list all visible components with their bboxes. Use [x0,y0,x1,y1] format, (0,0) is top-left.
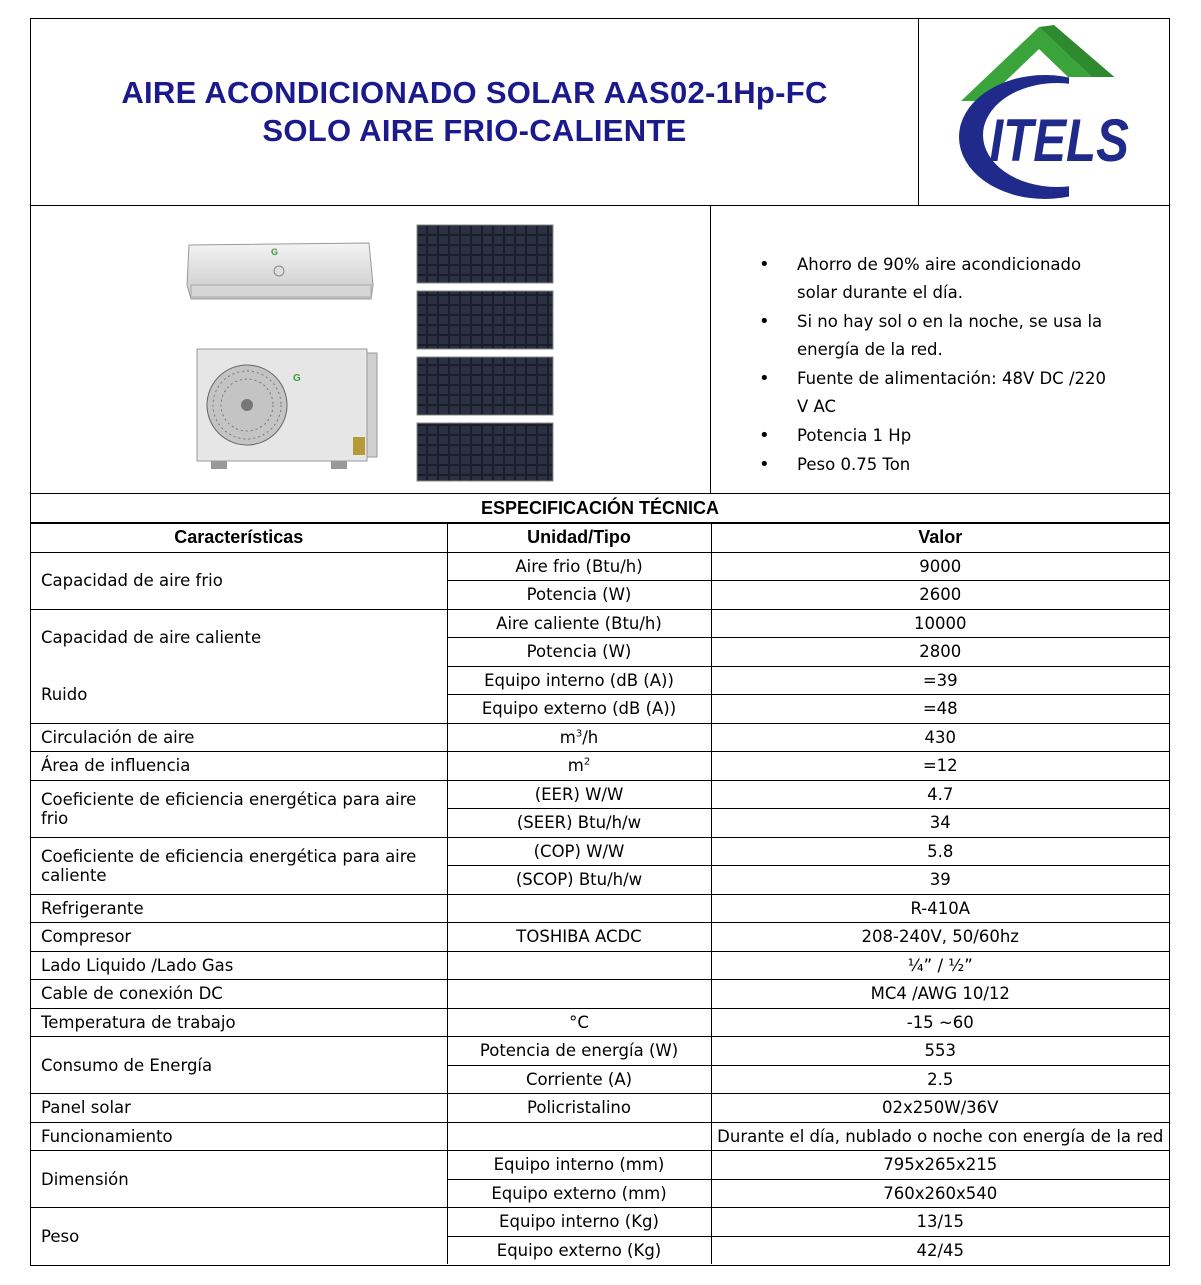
row-value: 13/15 [711,1208,1169,1237]
page-title [31,19,919,205]
product-image [31,205,711,493]
row-label: Panel solar [31,1094,447,1123]
indoor-unit-image [187,243,373,299]
row-unit: Equipo interno (dB (A)) [447,666,711,695]
logo-text: ITELS [989,106,1129,175]
row-unit: Policristalino [447,1094,711,1123]
solar-panels-image [417,225,553,481]
feature-item: • Peso 0.75 Ton [759,451,1119,479]
row-label: Refrigerante [31,894,447,923]
row-value: =12 [711,752,1169,781]
table-row [31,752,1169,781]
table-row [31,1037,1169,1066]
itels-logo [919,19,1169,205]
header-value: Valor [711,524,1169,553]
svg-text:G: G [271,247,279,257]
row-value: MC4 /AWG 10/12 [711,980,1169,1009]
row-value: =39 [711,666,1169,695]
table-row [31,1122,1169,1151]
row-value: 5.8 [711,837,1169,866]
product-section [31,205,1169,494]
row-value: -15 ~60 [711,1008,1169,1037]
row-unit: Equipo externo (Kg) [447,1236,711,1264]
row-unit: Corriente (A) [447,1065,711,1094]
header-unit: Unidad/Tipo [447,524,711,553]
row-label: Capacidad de aire caliente [31,609,447,666]
svg-text:G: G [293,373,301,384]
features-list [759,251,1119,480]
header-characteristics: Características [31,524,447,553]
row-unit: TOSHIBA ACDC [447,923,711,952]
table-row [31,1094,1169,1123]
row-label: Funcionamiento [31,1122,447,1151]
row-label: Coeficiente de eficiencia energética para aire frio [31,780,447,837]
row-value: 10000 [711,609,1169,638]
row-unit [447,951,711,980]
row-value: 2800 [711,638,1169,667]
row-unit: Potencia (W) [447,638,711,667]
table-header-row [31,524,1169,553]
row-unit: Aire caliente (Btu/h) [447,609,711,638]
feature-item: • Ahorro de 90% aire acondicionado solar durante el día. [759,251,1119,307]
unit-exponent: 3 [575,728,583,740]
row-label: Ruido [31,666,447,723]
unit-exponent: 2 [583,756,591,768]
table-row [31,780,1169,809]
row-unit: Potencia (W) [447,581,711,610]
feature-item: • Potencia 1 Hp [759,422,1119,450]
row-unit [447,723,711,752]
row-value: 553 [711,1037,1169,1066]
feature-item: • Si no hay sol o en la noche, se usa la energía de la red. [759,308,1119,364]
unit-tail: /h [582,727,599,747]
row-unit: Equipo interno (Kg) [447,1208,711,1237]
table-row [31,552,1169,581]
spec-title: ESPECIFICACIÓN TÉCNICA [31,493,1169,523]
row-unit: Equipo externo (mm) [447,1179,711,1208]
table-row [31,894,1169,923]
row-value: 2.5 [711,1065,1169,1094]
row-value: 795x265x215 [711,1151,1169,1180]
table-row [31,951,1169,980]
row-unit: °C [447,1008,711,1037]
row-unit: Potencia de energía (W) [447,1037,711,1066]
row-label: Lado Liquido /Lado Gas [31,951,447,980]
row-unit: (EER) W/W [447,780,711,809]
row-unit [447,894,711,923]
row-value: 34 [711,809,1169,838]
spec-table [31,523,1169,1264]
table-row [31,980,1169,1009]
table-row [31,1008,1169,1037]
title-line-2: SOLO AIRE FRIO-CALIENTE [262,113,687,148]
row-value: 4.7 [711,780,1169,809]
row-label: Coeficiente de eficiencia energética para aire caliente [31,837,447,894]
row-unit: Aire frio (Btu/h) [447,552,711,581]
outdoor-unit-image [197,349,377,469]
row-unit [447,1122,711,1151]
row-value: 42/45 [711,1236,1169,1264]
row-value: 9000 [711,552,1169,581]
row-value: 208-240V, 50/60hz [711,923,1169,952]
table-row [31,837,1169,866]
table-row [31,923,1169,952]
row-value: =48 [711,695,1169,724]
product-illustration [31,205,711,493]
row-unit: Equipo externo (dB (A)) [447,695,711,724]
row-label: Peso [31,1208,447,1265]
row-label: Capacidad de aire frio [31,552,447,609]
row-unit [447,980,711,1009]
table-row [31,723,1169,752]
row-value: Durante el día, nublado o noche con energía de la red [711,1122,1169,1151]
table-row [31,1208,1169,1237]
table-row [31,609,1169,638]
row-unit: (SEER) Btu/h/w [447,809,711,838]
header [31,19,1169,206]
row-label: Circulación de aire [31,723,447,752]
spec-sheet [30,18,1170,1266]
row-label: Temperatura de trabajo [31,1008,447,1037]
row-label: Área de influencia [31,752,447,781]
row-value: 760x260x540 [711,1179,1169,1208]
features-panel [711,205,1169,493]
row-value: R-410A [711,894,1169,923]
row-value: ¼” / ½” [711,951,1169,980]
row-unit [447,752,711,781]
feature-item: • Fuente de alimentación: 48V DC /220 V AC [759,365,1119,421]
row-value: 430 [711,723,1169,752]
table-row [31,1151,1169,1180]
title-line-1: AIRE ACONDICIONADO SOLAR AAS02-1Hp-FC [121,75,828,110]
row-unit: (COP) W/W [447,837,711,866]
unit-base: m [567,756,584,776]
row-label: Dimensión [31,1151,447,1208]
row-value: 02x250W/36V [711,1094,1169,1123]
row-label: Cable de conexión DC [31,980,447,1009]
unit-base: m [559,727,576,747]
row-label: Consumo de Energía [31,1037,447,1094]
row-label: Compresor [31,923,447,952]
table-row [31,666,1169,695]
row-unit: (SCOP) Btu/h/w [447,866,711,895]
itels-logo-graphic [919,19,1169,205]
row-unit: Equipo interno (mm) [447,1151,711,1180]
row-value: 39 [711,866,1169,895]
row-value: 2600 [711,581,1169,610]
